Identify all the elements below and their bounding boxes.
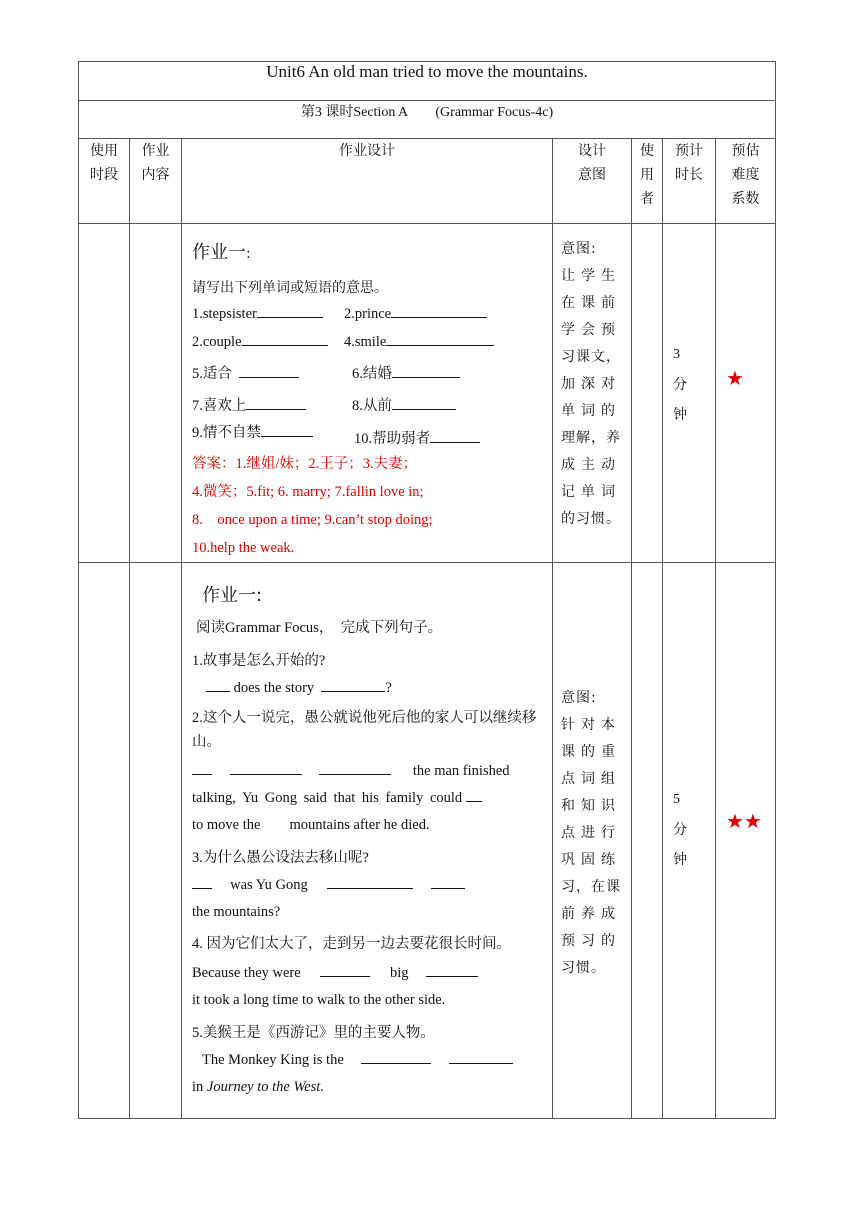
hw2-title: 作业一:: [202, 585, 263, 606]
hw2-intent-line: 和知识: [561, 798, 621, 814]
hw1-answer-line: 8. once upon a time; 9.can’t stop doing;: [192, 512, 433, 528]
header-difficulty: 预估 难度 系数: [716, 139, 776, 224]
hw2-time-unit: 分: [673, 822, 687, 838]
hw1-intent-line: 的习惯。: [561, 511, 621, 527]
hw2-q2-en: to move the mountains after he died.: [192, 817, 430, 833]
hw1-intent-line: 习课文，: [561, 349, 621, 365]
hw1-instruction: 请写出下列单词或短语的意思。: [192, 280, 388, 296]
hw2-q3-cn: 3.为什么愚公设法去移山呢?: [192, 850, 369, 866]
header-period: 使用 时段: [79, 139, 130, 224]
hw1-intent-line: 加深对: [561, 376, 621, 392]
header-design: 作业设计: [182, 139, 553, 224]
hw1-time-value: 3: [673, 347, 680, 362]
hw1-item-row: 9.情不自禁 10.帮助弱者: [192, 420, 544, 450]
hw1-title: 作业一:: [192, 242, 251, 263]
hw2-q3-en: was Yu Gong: [192, 872, 544, 899]
hw2-q4-cn: 4. 因为它们太大了，走到另一边去要花很长时间。: [192, 936, 511, 952]
hw2-q1-cn: 1.故事是怎么开始的?: [192, 653, 326, 669]
hw1-user-cell: [632, 224, 663, 563]
hw1-answer-line: 10.help the weak.: [192, 540, 295, 556]
hw2-user-cell: [632, 563, 663, 1119]
hw1-item-row: 1.stepsister 2.prince: [192, 300, 544, 328]
hw2-q5-en: The Monkey King is the: [192, 1047, 544, 1074]
hw1-time-unit: 钟: [673, 407, 687, 423]
star-icon: ★★: [726, 811, 762, 833]
hw2-intent-line: 点词组: [561, 771, 621, 787]
hw2-intent-line: 前养成: [561, 906, 621, 922]
hw1-content-cell: [130, 224, 182, 563]
hw2-design-cell: [182, 563, 553, 1119]
hw1-intent-label: 意图:: [561, 241, 597, 257]
hw1-intent-line: 单词的: [561, 403, 621, 419]
header-time: 预计 时长: [663, 139, 716, 224]
hw1-intent-line: 成主动: [561, 457, 621, 473]
hw2-intent-line: 课的重: [561, 744, 621, 760]
hw1-intent-line: 学会预: [561, 322, 621, 338]
hw1-intent-cell: [553, 224, 632, 563]
hw2-intent-label: 意图:: [561, 690, 597, 706]
hw2-intent-line: 点进行: [561, 825, 621, 841]
hw2-intent-line: 针对本: [561, 717, 621, 733]
hw1-intent-line: 记单词: [561, 484, 621, 500]
hw1-intent-line: 理解，养: [561, 430, 621, 446]
lesson-info: 第3 课时Section A (Grammar Focus-4c): [79, 101, 776, 139]
hw2-q4-en: it took a long time to walk to the other side.: [192, 992, 446, 1008]
hw1-intent-line: 让学生: [561, 268, 621, 284]
hw2-q2-en: the man finished: [192, 758, 544, 785]
hw1-item-row: 2.couple 4.smile: [192, 328, 544, 356]
header-content: 作业 内容: [130, 139, 182, 224]
hw2-intent-line: 预习的: [561, 933, 621, 949]
hw2-intent-line: 习，在课: [561, 879, 621, 895]
hw1-answer-line: 4.微笑；5.fit; 6. marry; 7.fallin love in;: [192, 484, 424, 500]
hw1-period-cell: [79, 224, 130, 563]
unit-title: Unit6 An old man tried to move the mountains.: [79, 62, 776, 101]
hw1-design-cell: [182, 224, 553, 563]
hw1-item-row: 7.喜欢上 8.从前: [192, 392, 544, 420]
hw2-difficulty-cell: [716, 563, 776, 1119]
hw2-intent-line: 习惯。: [561, 960, 606, 976]
header-user: 使 用 者: [632, 139, 663, 224]
hw2-q5-en: in Journey to the West.: [192, 1079, 324, 1095]
hw2-period-cell: [79, 563, 130, 1119]
hw2-q2-cn: 2.这个人一说完，愚公就说他死后他的家人可以继续移山。: [192, 710, 537, 750]
hw1-answer-line: 答案：1.继姐/妹；2.王子；3.夫妻；: [192, 456, 418, 472]
hw2-intent-cell: [553, 563, 632, 1119]
hw2-intent-line: 巩固练: [561, 852, 621, 868]
star-icon: ★: [726, 368, 744, 390]
hw1-item-row: 5.适合 6.结婚: [192, 360, 544, 388]
hw2-q4-en: Because they were big: [192, 960, 544, 987]
hw2-q5-cn: 5.美猴王是《西游记》里的主要人物。: [192, 1025, 435, 1041]
hw2-q2-en: talking, Yu Gong said that his family could: [192, 785, 544, 812]
hw2-time-cell: [663, 563, 716, 1119]
hw1-intent-line: 在课前: [561, 295, 621, 311]
hw1-time-cell: [663, 224, 716, 563]
hw2-time-unit: 钟: [673, 852, 687, 868]
hw2-content-cell: [130, 563, 182, 1119]
hw2-instruction: 阅读Grammar Focus， 完成下列句子。: [196, 620, 443, 636]
hw2-time-value: 5: [673, 792, 680, 807]
hw1-difficulty-cell: [716, 224, 776, 563]
hw2-q1-en: does the story ?: [192, 675, 544, 702]
hw1-time-unit: 分: [673, 377, 687, 393]
homework-table: [78, 61, 776, 1119]
header-intent: 设计 意图: [553, 139, 632, 224]
hw2-q3-en: the mountains?: [192, 904, 281, 920]
